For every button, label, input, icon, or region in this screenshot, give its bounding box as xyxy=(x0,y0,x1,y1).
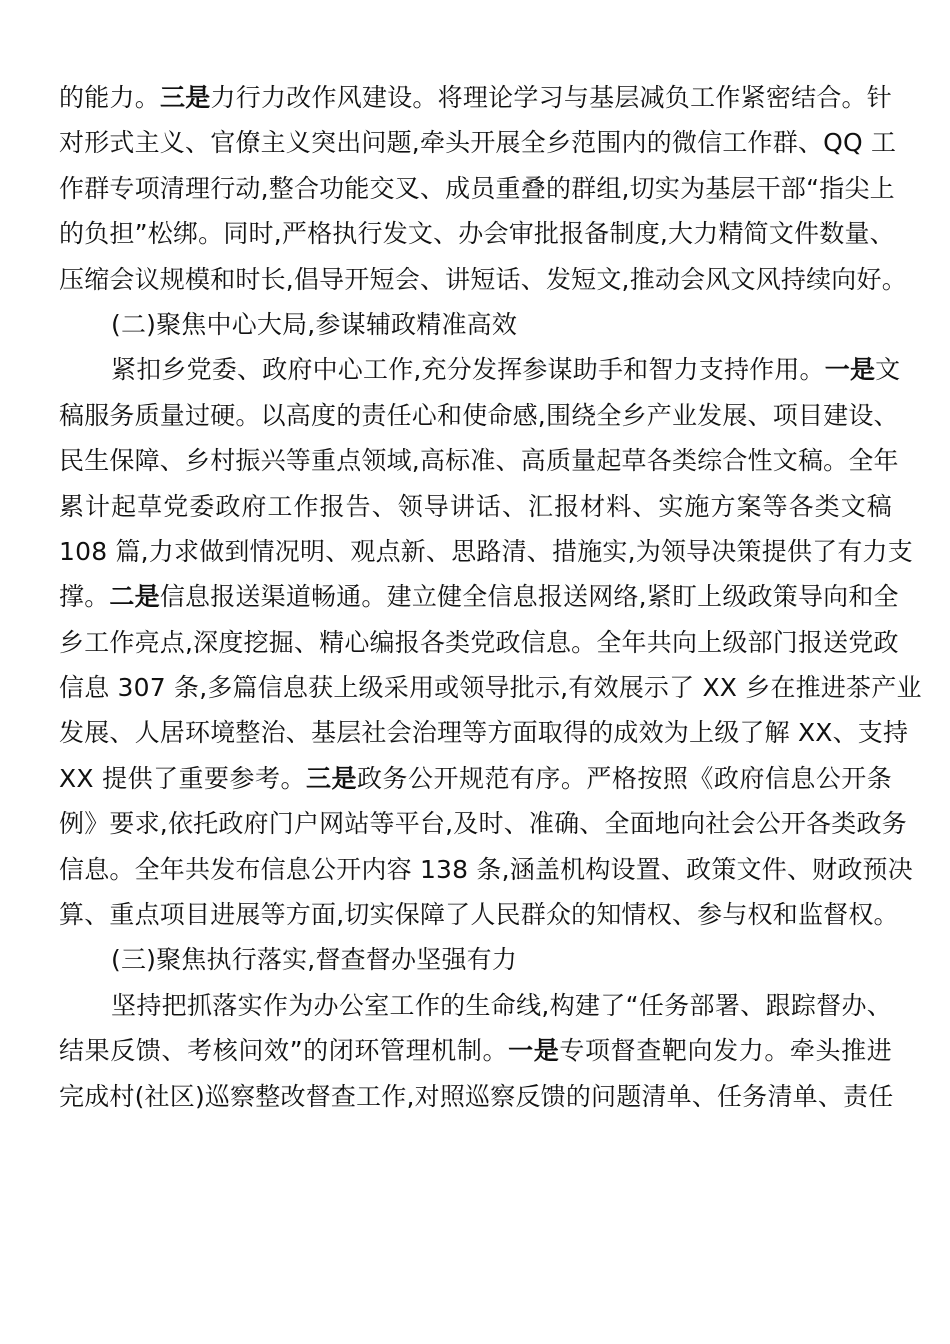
text-segment: 稿服务质量过硬。以高度的责任心和使命感,围绕全乡产业发展、项目建设、 xyxy=(59,400,899,430)
text-line xyxy=(59,438,899,483)
text-segment: XX 提供了重要参考。 xyxy=(59,763,307,793)
text-segment: 例》要求,依托政府门户网站等平台,及时、准确、全面地向社会公开各类政务 xyxy=(59,809,907,839)
text-line xyxy=(59,120,897,165)
text-segment: 专项督查靶向发力。牵头推进 xyxy=(559,1036,892,1066)
text-line xyxy=(59,257,907,302)
text-line xyxy=(59,756,892,801)
text-segment: 108 篇,力求做到情况明、观点新、思路清、措施实,为领导决策提供了有力支 xyxy=(59,536,913,566)
text-segment: 文 xyxy=(875,355,901,385)
text-segment: 力行力改作风建设。将理论学习与基层减负工作紧密结合。针 xyxy=(210,83,893,112)
bold-label: 三是 xyxy=(306,763,357,793)
text-segment: 作群专项清理行动,整合功能交叉、成员重叠的群组,切实为基层干部“指尖上 xyxy=(59,173,895,203)
text-segment: 结果反馈、考核问效”的闭环管理机制。 xyxy=(59,1036,509,1066)
text-line xyxy=(59,1074,892,1119)
text-segment: 累计起草党委政府工作报告、领导讲话、汇报材料、实施方案等各类文稿 xyxy=(59,491,892,521)
bold-label: 一是 xyxy=(508,1036,560,1066)
section-heading xyxy=(59,302,892,347)
text-segment: 紧扣乡党委、政府中心工作,充分发挥参谋助手和智力支持作用。 xyxy=(111,355,825,385)
text-line xyxy=(59,574,899,619)
text-segment: (二)聚焦中心大局,参谋辅政精准高效 xyxy=(111,309,518,339)
text-line xyxy=(59,710,909,755)
text-line xyxy=(59,1028,892,1073)
text-segment: 信息 307 条,多篇信息获上级采用或领导批示,有效展示了 XX 乡在推进茶产业 xyxy=(59,673,922,703)
text-segment: 对形式主义、官僚主义突出问题,牵头开展全乡范围内的微信工作群、QQ 工 xyxy=(59,128,897,158)
text-line xyxy=(59,983,892,1028)
text-segment: 民生保障、乡村振兴等重点领域,高标准、高质量起草各类综合性文稿。全年 xyxy=(59,446,899,476)
text-segment: 乡工作亮点,深度挖掘、精心编报各类党政信息。全年共向上级部门报送党政 xyxy=(59,627,899,657)
bold-label: 一是 xyxy=(824,355,876,385)
text-line xyxy=(59,166,895,211)
text-line xyxy=(59,529,913,574)
text-line xyxy=(59,620,899,665)
text-line xyxy=(59,393,899,438)
bold-label: 二是 xyxy=(109,582,160,612)
text-segment: 压缩会议规模和时长,倡导开短会、讲短话、发短文,推动会风文风持续向好。 xyxy=(59,264,907,294)
text-line xyxy=(59,892,899,937)
text-segment: 坚持把抓落实作为办公室工作的生命线,构建了“任务部署、跟踪督办、 xyxy=(111,990,892,1020)
bold-label: 三是 xyxy=(159,83,211,112)
document-body xyxy=(59,75,922,1119)
text-segment: 信息报送渠道畅通。建立健全信息报送网络,紧盯上级政策导向和全 xyxy=(159,582,899,612)
text-segment: 政务公开规范有序。严格按照《政府信息公开条 xyxy=(357,763,892,793)
text-line xyxy=(59,211,895,256)
text-line xyxy=(59,847,913,892)
text-line xyxy=(59,801,907,846)
text-segment: (三)聚焦执行落实,督查督办坚强有力 xyxy=(111,945,518,975)
text-segment: 发展、人居环境整治、基层社会治理等方面取得的成效为上级了解 XX、支持 xyxy=(59,718,909,748)
text-segment: 算、重点项目进展等方面,切实保障了人民群众的知情权、参与权和监督权。 xyxy=(59,900,899,930)
text-segment: 完成村(社区)巡察整改督查工作,对照巡察反馈的问题清单、任务清单、责任 xyxy=(59,1081,894,1111)
text-segment: 信息。全年共发布信息公开内容 138 条,涵盖机构设置、政策文件、财政预决 xyxy=(59,854,913,884)
text-line xyxy=(59,347,901,392)
section-heading xyxy=(59,937,892,982)
text-line xyxy=(59,484,892,529)
text-segment: 的负担”松绑。同时,严格执行发文、办会审批报备制度,大力精简文件数量、 xyxy=(59,219,895,249)
text-line xyxy=(59,75,892,120)
text-segment: 撑。 xyxy=(59,582,110,612)
text-line xyxy=(59,665,922,710)
text-segment: 的能力。 xyxy=(59,83,160,112)
